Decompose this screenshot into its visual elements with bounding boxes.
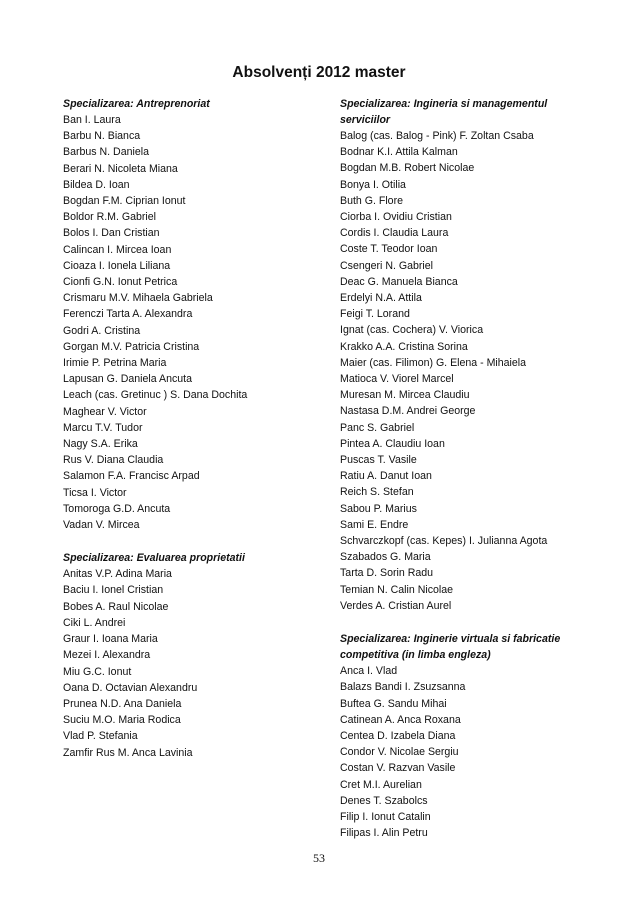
graduate-name: Csengeri N. Gabriel	[340, 259, 434, 272]
graduate-name: Temian N. Calin Nicolae	[340, 583, 454, 596]
name-list	[340, 128, 580, 614]
graduate-name: Bodnar K.I. Attila Kalman	[340, 146, 458, 159]
graduate-name: Pintea A. Claudiu Ioan	[340, 437, 445, 450]
graduate-name: Balog (cas. Balog - Pink) F. Zoltan Csaba	[340, 130, 534, 142]
graduate-name: Denes T. Szabolcs	[340, 794, 428, 807]
graduate-name: Ciorba I. Ovidiu Cristian	[340, 211, 452, 224]
graduate-name: Balazs Bandi I. Zsuzsanna	[340, 681, 466, 694]
graduate-name: Vlad P. Stefania	[63, 730, 138, 743]
graduate-name: Catinean A. Anca Roxana	[340, 713, 461, 726]
graduate-name: Ticsa I. Victor	[63, 486, 127, 499]
graduate-name: Miu G.C. Ionut	[63, 665, 132, 678]
section-evaluarea-proprietatii	[63, 550, 313, 760]
graduate-name: Anca I. Vlad	[340, 665, 398, 678]
graduate-name: Suciu M.O. Maria Rodica	[63, 714, 181, 727]
graduate-name: Bolos I. Dan Cristian	[63, 227, 160, 240]
graduate-name: Reich S. Stefan	[340, 486, 414, 499]
section-heading: Specializarea: Inginerie virtuala si fabricatie competitiva (in limba engleza)	[340, 633, 561, 662]
graduate-name: Nagy S.A. Erika	[63, 438, 138, 451]
graduate-name: Filipas I. Alin Petru	[340, 827, 428, 840]
graduate-name: Ignat (cas. Cochera) V. Viorica	[340, 324, 484, 337]
graduate-name: Cioaza I. Ionela Liliana	[63, 259, 171, 272]
graduate-name: Costan V. Razvan Vasile	[340, 762, 456, 775]
page-number: 53	[313, 851, 325, 865]
graduate-name: Ciki L. Andrei	[63, 616, 126, 629]
graduate-name: Krakko A.A. Cristina Sorina	[340, 340, 468, 353]
graduate-name: Zamfir Rus M. Anca Lavinia	[63, 746, 193, 759]
graduate-name: Gorgan M.V. Patricia Cristina	[63, 340, 200, 353]
graduate-name: Ban I. Laura	[63, 114, 121, 126]
right-column	[340, 96, 580, 841]
section-inginerie-virtuala	[340, 631, 580, 841]
graduate-name: Deac G. Manuela Bianca	[340, 275, 458, 288]
graduate-name: Oana D. Octavian Alexandru	[63, 681, 198, 694]
graduate-name: Erdelyi N.A. Attila	[340, 292, 422, 305]
section-heading: Specializarea: Antreprenoriat	[63, 98, 210, 110]
graduate-name: Prunea N.D. Ana Daniela	[63, 697, 182, 710]
graduate-name: Bogdan F.M. Ciprian Ionut	[63, 195, 186, 208]
name-list	[340, 663, 580, 841]
graduate-name: Bobes A. Raul Nicolae	[63, 600, 169, 613]
graduate-name: Barbu N. Bianca	[63, 130, 141, 143]
graduate-name: Irimie P. Petrina Maria	[63, 357, 167, 370]
graduate-name: Centea D. Izabela Diana	[340, 729, 456, 742]
graduate-name: Ratiu A. Danut Ioan	[340, 470, 432, 483]
graduate-name: Anitas V.P. Adina Maria	[63, 568, 172, 581]
name-list	[63, 566, 313, 760]
graduate-name: Panc S. Gabriel	[340, 421, 415, 434]
graduate-name: Bildea D. Ioan	[63, 178, 130, 191]
graduate-name: Tarta D. Sorin Radu	[340, 567, 434, 580]
graduate-name: Marcu T.V. Tudor	[63, 421, 143, 434]
graduate-name: Godri A. Cristina	[63, 324, 141, 337]
graduate-name: Rus V. Diana Claudia	[63, 454, 164, 467]
graduate-name: Buftea G. Sandu Mihai	[340, 697, 447, 710]
graduate-name: Feigi T. Lorand	[340, 308, 410, 321]
graduate-name: Sami E. Endre	[340, 518, 409, 531]
graduate-name: Berari N. Nicoleta Miana	[63, 162, 178, 175]
graduate-name: Cordis I. Claudia Laura	[340, 227, 449, 240]
left-column	[63, 96, 313, 761]
graduate-name: Salamon F.A. Francisc Arpad	[63, 470, 200, 483]
graduate-name: Maghear V. Victor	[63, 405, 147, 418]
graduate-name: Filip I. Ionut Catalin	[340, 810, 431, 823]
graduate-name: Barbus N. Daniela	[63, 146, 149, 159]
graduate-name: Coste T. Teodor Ioan	[340, 243, 438, 256]
graduate-name: Maier (cas. Filimon) G. Elena - Mihaiela	[340, 356, 527, 369]
graduate-name: Condor V. Nicolae Sergiu	[340, 746, 459, 759]
graduate-name: Ferenczi Tarta A. Alexandra	[63, 308, 193, 321]
page-title: Absolvenți 2012 master	[232, 64, 406, 81]
section-ingineria-si-managementul-serviciilor	[340, 96, 580, 614]
graduate-name: Graur I. Ioana Maria	[63, 633, 158, 646]
graduate-name: Sabou P. Marius	[340, 502, 417, 515]
graduate-name: Mezei I. Alexandra	[63, 649, 151, 662]
graduate-name: Boldor R.M. Gabriel	[63, 211, 157, 224]
graduate-name: Calincan I. Mircea Ioan	[63, 243, 172, 256]
graduate-name: Cret M.I. Aurelian	[340, 778, 422, 791]
graduate-name: Crismaru M.V. Mihaela Gabriela	[63, 292, 213, 305]
graduate-name: Leach (cas. Gretinuc ) S. Dana Dochita	[63, 389, 248, 402]
section-heading: Specializarea: Ingineria si managementul serviciilor	[340, 98, 548, 126]
name-list	[63, 112, 313, 533]
graduate-name: Matioca V. Viorel Marcel	[340, 373, 454, 386]
graduate-name: Bonya I. Otilia	[340, 178, 406, 191]
section-antreprenoriat	[63, 96, 313, 533]
graduate-name: Vadan V. Mircea	[63, 519, 140, 532]
section-heading: Specializarea: Evaluarea proprietatii	[63, 552, 245, 565]
graduate-name: Verdes A. Cristian Aurel	[340, 599, 452, 612]
graduate-name: Lapusan G. Daniela Ancuta	[63, 373, 192, 386]
graduate-name: Buth G. Flore	[340, 194, 403, 207]
graduate-name: Schvarczkopf (cas. Kepes) I. Julianna Agota	[340, 535, 548, 548]
graduate-name: Nastasa D.M. Andrei George	[340, 405, 476, 418]
graduate-name: Bogdan M.B. Robert Nicolae	[340, 162, 475, 175]
graduate-name: Muresan M. Mircea Claudiu	[340, 389, 470, 402]
graduate-name: Tomoroga G.D. Ancuta	[63, 502, 171, 515]
graduate-name: Puscas T. Vasile	[340, 454, 417, 467]
graduate-name: Szabados G. Maria	[340, 551, 431, 564]
graduate-name: Cionfi G.N. Ionut Petrica	[63, 276, 178, 289]
graduate-name: Baciu I. Ionel Cristian	[63, 584, 164, 597]
